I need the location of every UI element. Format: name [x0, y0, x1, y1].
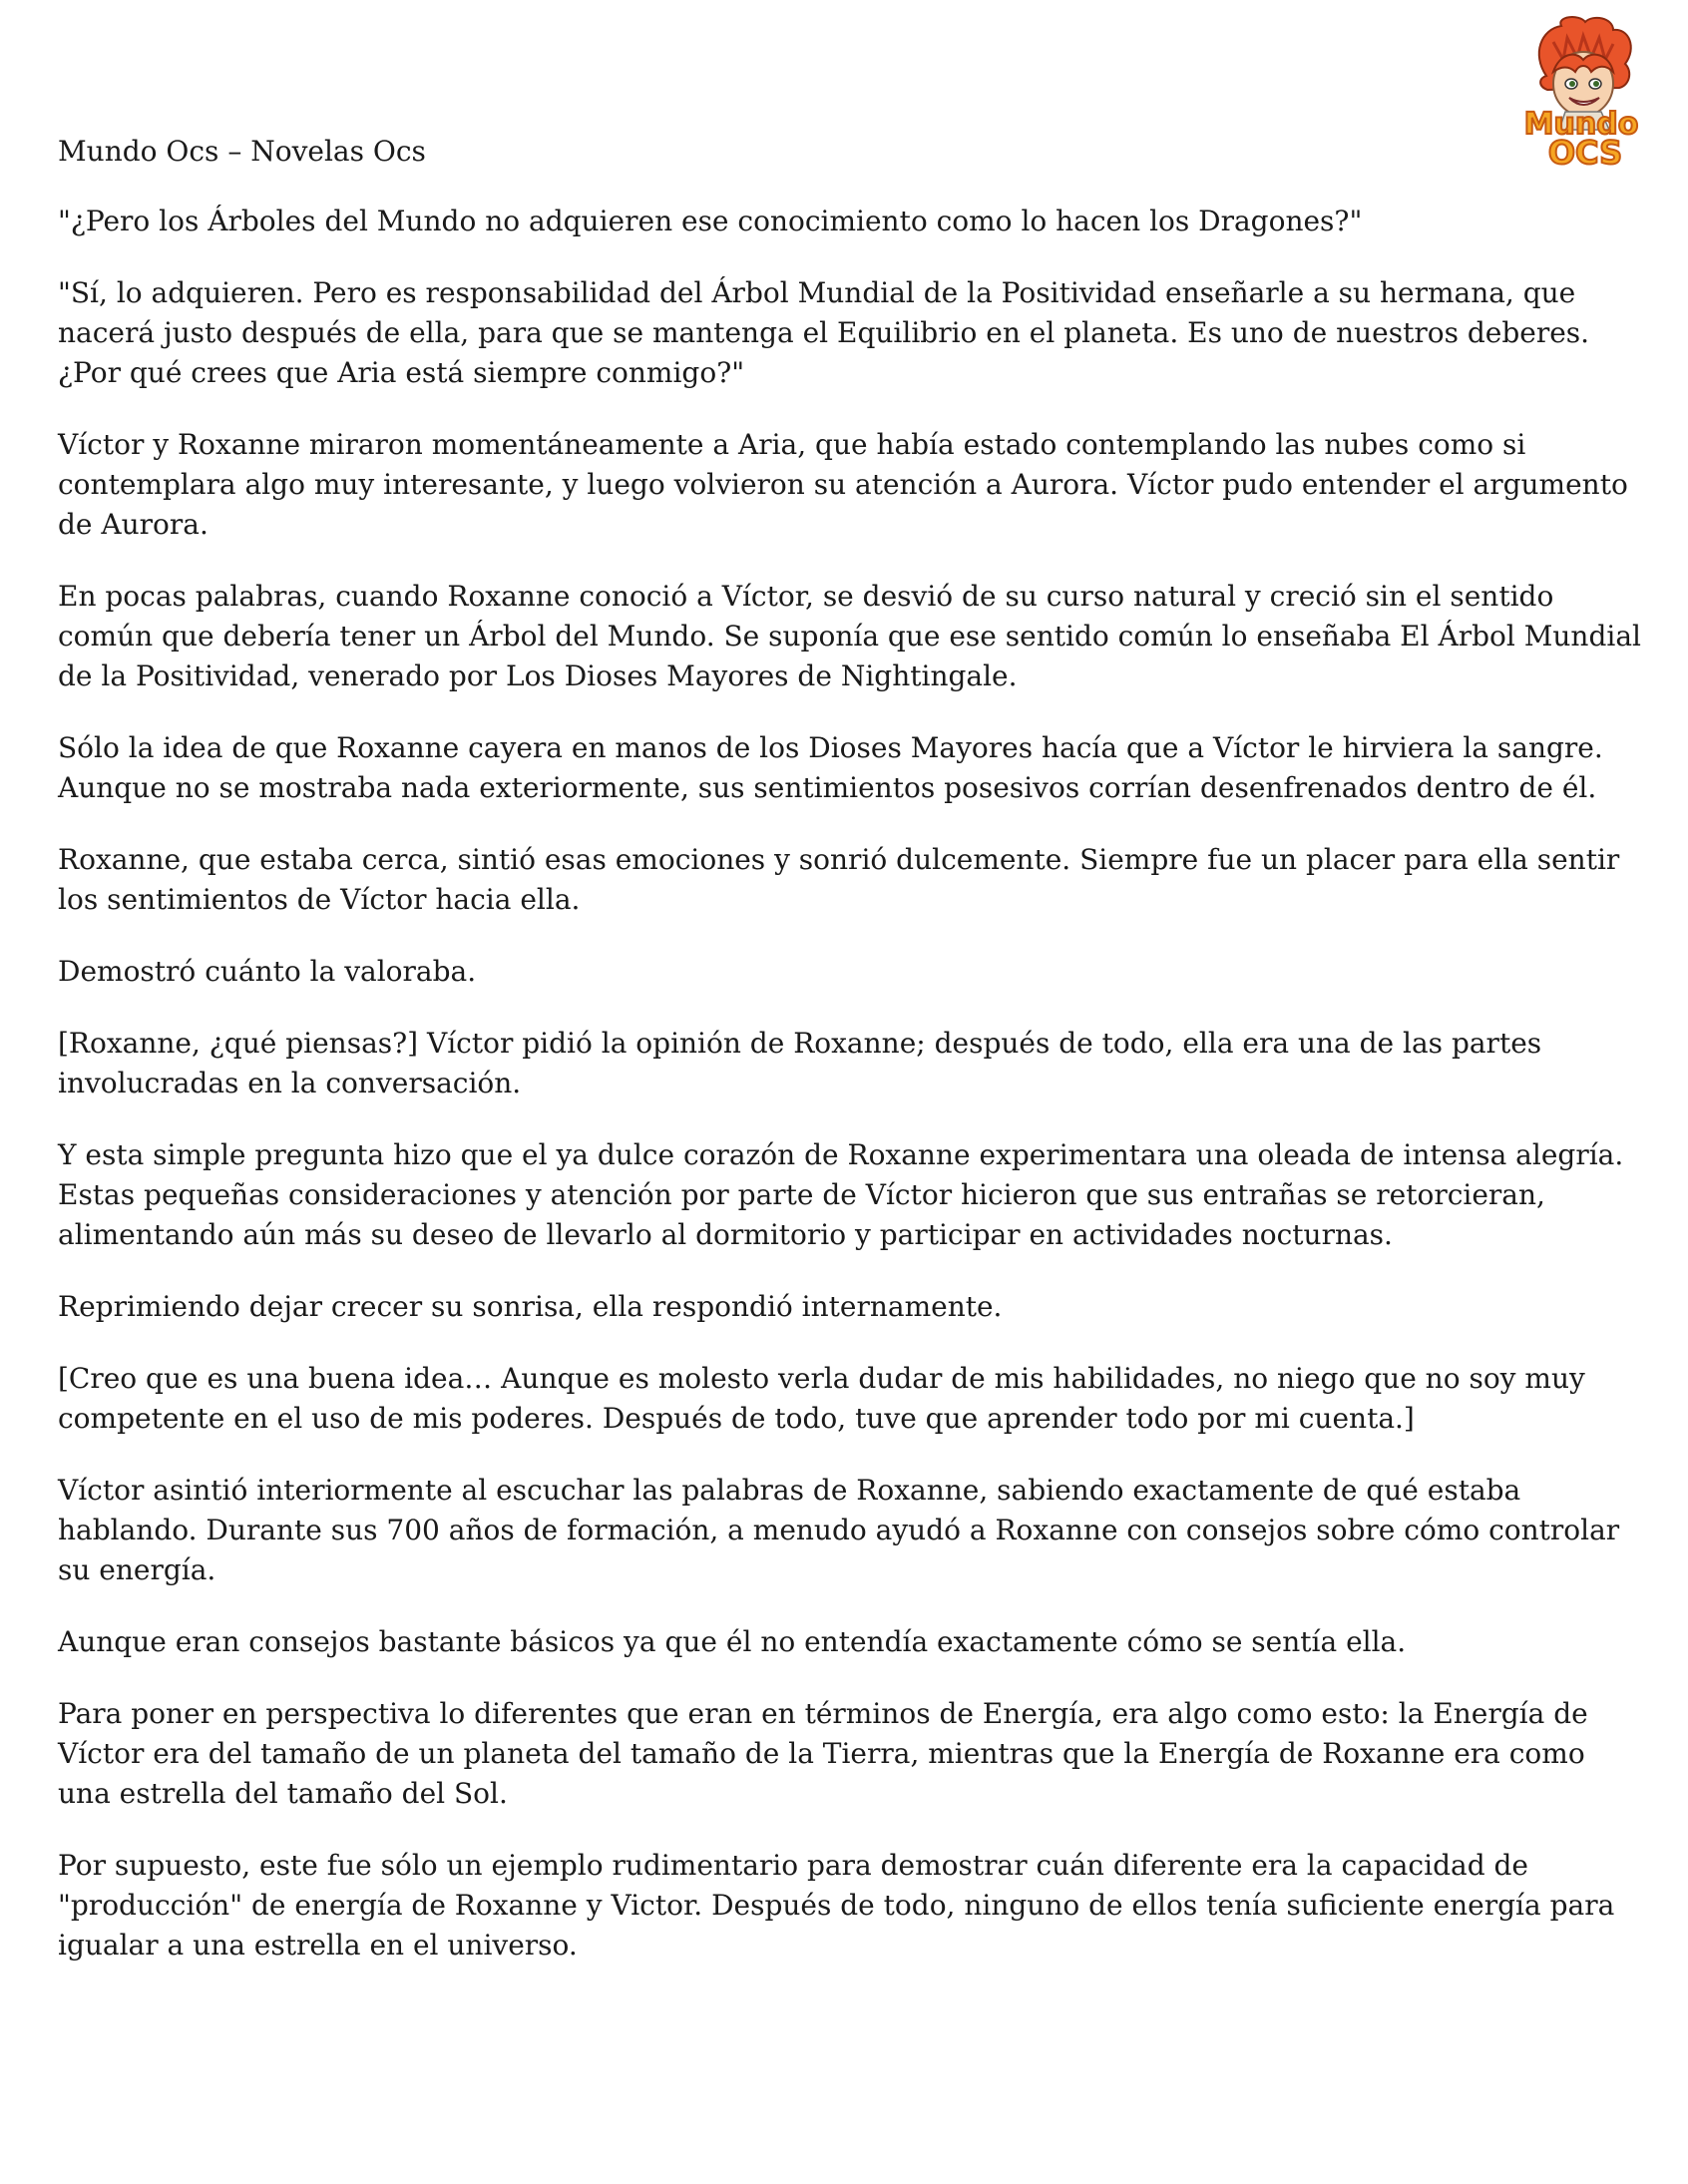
- paragraph: Demostró cuánto la valoraba.: [58, 955, 477, 988]
- document-body: [58, 202, 1646, 1997]
- paragraph: Para poner en perspectiva lo diferentes que eran en términos de Energía, era algo como esto: la Energía de Víctor era del tamaño de un planeta del tamaño de la Tierra, mientras que la Energía de Roxanne era como una estrella del tamaño del Sol.: [58, 1697, 1588, 1810]
- page-header: Mundo Ocs – Novelas Ocs: [58, 135, 426, 168]
- paragraph: Víctor asintió interiormente al escuchar las palabras de Roxanne, sabiendo exactamente de qué estaba hablando. Durante sus 700 años de formación, a menudo ayudó a Roxanne con consejos sobre cómo controlar su energía.: [58, 1474, 1620, 1586]
- paragraph: "¿Pero los Árboles del Mundo no adquieren ese conocimiento como lo hacen los Dragones?": [58, 205, 1363, 237]
- paragraph: [Roxanne, ¿qué piensas?] Víctor pidió la opinión de Roxanne; después de todo, ella era una de las partes involucradas en la conversación.: [58, 1027, 1542, 1099]
- paragraph: Reprimiendo dejar crecer su sonrisa, ella respondió internamente.: [58, 1290, 1003, 1323]
- paragraph: Por supuesto, este fue sólo un ejemplo rudimentario para demostrar cuán diferente era la capacidad de "producción" de energía de Roxanne y Victor. Después de todo, ninguno de ellos tenía suficiente energía para igualar a una estrella en el universo.: [58, 1849, 1615, 1962]
- paragraph: Roxanne, que estaba cerca, sintió esas emociones y sonrió dulcemente. Siempre fue un placer para ella sentir los sentimientos de Víctor hacia ella.: [58, 843, 1620, 916]
- logo-text-mundo: Mundo: [1523, 107, 1639, 142]
- paragraph: Aunque eran consejos bastante básicos ya que él no entendía exactamente cómo se sentía ella.: [58, 1625, 1407, 1658]
- paragraph: Y esta simple pregunta hizo que el ya dulce corazón de Roxanne experimentara una oleada de intensa alegría. Estas pequeñas consideraciones y atención por parte de Víctor hicieron que sus entrañas se retorcieran, alimentando aún más su deseo de llevarlo al dormitorio y participar en actividades nocturnas.: [58, 1138, 1624, 1251]
- paragraph: "Sí, lo adquieren. Pero es responsabilidad del Árbol Mundial de la Positividad enseñarle a su hermana, que nacerá justo después de ella, para que se mantenga el Equilibrio en el planeta. Es uno de nuestros deberes. ¿Por qué crees que Aria está siempre conmigo?": [58, 276, 1590, 389]
- paragraph: [Creo que es una buena idea… Aunque es molesto verla dudar de mis habilidades, no niego que no soy muy competente en el uso de mis poderes. Después de todo, tuve que aprender todo por mi cuenta.]: [58, 1362, 1585, 1435]
- paragraph: Sólo la idea de que Roxanne cayera en manos de los Dioses Mayores hacía que a Víctor le hirviera la sangre. Aunque no se mostraba nada exteriormente, sus sentimientos posesivos corrían desenfrenados dentro de él.: [58, 731, 1603, 804]
- paragraph: Víctor y Roxanne miraron momentáneamente a Aria, que había estado contemplando las nubes como si contemplara algo muy interesante, y luego volvieron su atención a Aurora. Víctor pudo entender el argumento de Aurora.: [58, 428, 1628, 541]
- logo-text-ocs: OCS: [1547, 134, 1623, 172]
- mundo-ocs-logo: [1501, 14, 1661, 174]
- paragraph: En pocas palabras, cuando Roxanne conoció a Víctor, se desvió de su curso natural y creció sin el sentido común que debería tener un Árbol del Mundo. Se suponía que ese sentido común lo enseñaba El Árbol Mundial de la Positividad, venerado por Los Dioses Mayores de Nightingale.: [58, 580, 1641, 692]
